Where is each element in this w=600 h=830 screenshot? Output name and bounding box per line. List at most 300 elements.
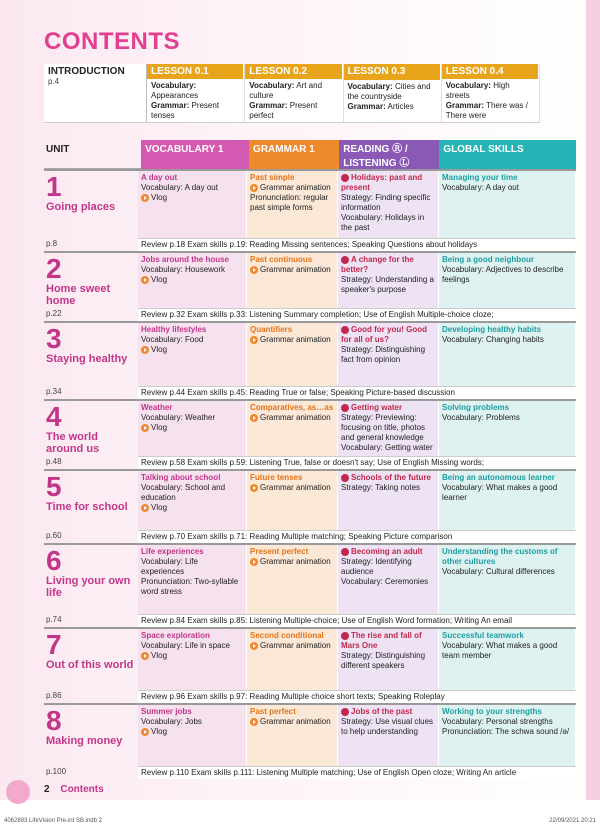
lesson-line-text: Vocabulary: Ceremonies <box>341 577 429 586</box>
unit-cells <box>138 471 576 543</box>
print-slug <box>0 814 600 830</box>
contents-table <box>44 140 576 779</box>
intro-label: INTRODUCTION <box>48 66 125 77</box>
lesson-line <box>141 641 243 651</box>
lesson-title <box>250 173 334 183</box>
lesson-title-text: Solving problems <box>442 403 510 412</box>
lesson-title-text: Life experiences <box>141 547 204 556</box>
lesson-line <box>442 183 572 193</box>
skill-badge-icon <box>341 174 349 182</box>
lesson-line-text: Strategy: Understanding a speaker's purpose <box>341 275 434 294</box>
intro-lesson-4 <box>442 64 540 122</box>
unit-page: p.60 <box>46 531 62 540</box>
line-value: High streets <box>445 81 510 100</box>
lesson-title-text: Becoming an adult <box>351 547 423 556</box>
vocabulary-cell <box>138 629 247 690</box>
unit-row <box>44 469 576 543</box>
lesson-line-text: Vocabulary: Housework <box>141 265 226 274</box>
lesson-line <box>141 577 243 597</box>
lesson-line <box>341 717 435 737</box>
lesson-title <box>250 631 334 641</box>
intro-lesson-body <box>344 80 441 114</box>
lesson-line-text: Grammar animation <box>260 413 331 422</box>
lesson-title <box>250 547 334 557</box>
unit-name: Living your own life <box>46 575 131 599</box>
lesson-title <box>141 473 243 483</box>
unit-lessons <box>138 545 576 614</box>
unit-number: 6 <box>46 545 62 576</box>
unit-row <box>44 703 576 779</box>
reading-cell <box>338 323 439 386</box>
line-key: Grammar: <box>445 101 484 110</box>
lesson-line <box>341 557 435 577</box>
unit-lessons <box>138 401 576 456</box>
play-icon <box>250 266 258 274</box>
lesson-title-text: Good for you! Good for all of us? <box>341 325 427 344</box>
line-value: Present perfect <box>249 101 318 120</box>
lesson-title <box>442 473 572 483</box>
lesson-line-text: Grammar animation <box>260 183 331 192</box>
lesson-line <box>141 423 243 433</box>
unit-page: p.74 <box>46 615 62 624</box>
line-value: There was / There were <box>445 101 528 120</box>
lesson-title-text: Being an autonomous learner <box>442 473 555 482</box>
unit-page: p.86 <box>46 691 62 700</box>
lesson-title-text: Future tenses <box>250 473 303 482</box>
unit-lessons <box>138 705 576 766</box>
intro-lesson-line <box>348 102 437 112</box>
lesson-title-text: Space exploration <box>141 631 210 640</box>
lesson-title-text: Understanding the customs of other cultures <box>442 547 558 566</box>
lesson-title <box>141 707 243 717</box>
unit-cell <box>44 545 138 627</box>
lesson-line <box>250 557 334 567</box>
lesson-title-text: Past perfect <box>250 707 296 716</box>
lesson-title <box>442 707 572 717</box>
unit-number: 2 <box>46 253 62 284</box>
lesson-title <box>341 547 435 557</box>
skill-badge-icon <box>341 708 349 716</box>
intro-lessons <box>147 64 540 122</box>
unit-name: Going places <box>46 201 116 213</box>
skill-badge-icon <box>341 326 349 334</box>
lesson-line <box>141 193 243 203</box>
lesson-line <box>250 413 334 423</box>
lesson-line-text: Vlog <box>151 423 168 432</box>
global-skills-cell <box>439 171 576 238</box>
lesson-line <box>442 641 572 661</box>
lesson-line-text: Grammar animation <box>260 265 331 274</box>
line-key: Vocabulary: <box>347 82 393 91</box>
intro-lesson-body <box>245 79 342 123</box>
lesson-title-text: Schools of the future <box>351 473 431 482</box>
play-icon <box>141 504 149 512</box>
lesson-line-text: Vocabulary: Food <box>141 335 204 344</box>
lesson-line <box>341 443 435 453</box>
lesson-line <box>250 717 334 727</box>
lesson-title-text: A change for the better? <box>341 255 414 274</box>
lesson-line <box>341 577 435 587</box>
unit-row <box>44 543 576 627</box>
lesson-title <box>341 255 435 275</box>
review-line: Review p.32 Exam skills p.33: Listening Summary completion; Use of English Multiple-choice cloze; <box>138 308 576 321</box>
unit-cell <box>44 705 138 779</box>
grammar-cell <box>247 629 338 690</box>
print-slug-right: 22/09/2021 20:21 <box>549 818 596 824</box>
global-skills-cell <box>439 323 576 386</box>
unit-cell <box>44 401 138 469</box>
unit-cell <box>44 323 138 399</box>
reading-cell <box>338 545 439 614</box>
unit-lessons <box>138 171 576 238</box>
lesson-title <box>341 707 435 717</box>
grammar-cell <box>247 471 338 530</box>
lesson-line <box>442 717 572 727</box>
lesson-title <box>250 325 334 335</box>
unit-row <box>44 321 576 399</box>
lesson-line <box>341 193 435 213</box>
lesson-line <box>442 265 572 285</box>
lesson-title <box>250 707 334 717</box>
lesson-line-text: Strategy: Distinguishing fact from opinion <box>341 345 426 364</box>
lesson-line <box>341 413 435 443</box>
line-key: Vocabulary: <box>151 81 197 90</box>
unit-page: p.8 <box>46 239 58 248</box>
unit-number: 1 <box>46 171 62 202</box>
lesson-title-text: Getting water <box>351 403 403 412</box>
play-icon <box>141 346 149 354</box>
lesson-line-text: Grammar animation <box>260 717 331 726</box>
lesson-title <box>341 473 435 483</box>
table-header <box>44 140 576 169</box>
lesson-line-text: Vocabulary: Jobs <box>141 717 202 726</box>
lesson-title <box>141 403 243 413</box>
play-icon <box>250 718 258 726</box>
lesson-line <box>141 413 243 423</box>
lesson-title-text: Present perfect <box>250 547 309 556</box>
lesson-line <box>141 183 243 193</box>
lesson-line-text: Vocabulary: Getting water <box>341 443 433 452</box>
lesson-line-text: Vocabulary: Weather <box>141 413 216 422</box>
lesson-title-text: Talking about school <box>141 473 221 482</box>
lesson-line-text: Vlog <box>151 193 168 202</box>
intro-lesson-line <box>151 81 240 101</box>
lesson-title-text: Managing your time <box>442 173 518 182</box>
unit-number: 5 <box>46 471 62 502</box>
lesson-title <box>250 403 334 413</box>
play-icon <box>250 414 258 422</box>
lesson-line <box>250 483 334 493</box>
grammar-cell <box>247 253 338 308</box>
lesson-line-text: Vlog <box>151 651 168 660</box>
review-line: Review p.58 Exam skills p.59: Listening True, false or doesn't say; Use of English Missing words; <box>138 456 576 469</box>
lesson-title <box>141 631 243 641</box>
grammar-cell <box>247 545 338 614</box>
lesson-line-text: Vocabulary: Adjectives to describe feelings <box>442 265 564 284</box>
lesson-line <box>341 213 435 233</box>
intro-lesson-title: LESSON 0.1 <box>147 64 244 79</box>
lesson-line-text: Vocabulary: Life in space <box>141 641 230 650</box>
lesson-line-text: Vocabulary: Holidays in the past <box>341 213 425 232</box>
lesson-line <box>250 265 334 275</box>
lesson-title-text: Jobs of the past <box>351 707 413 716</box>
reading-cell <box>338 171 439 238</box>
lesson-line-text: Vocabulary: What makes a good team member <box>442 641 558 660</box>
lesson-title <box>341 631 435 651</box>
play-icon <box>141 652 149 660</box>
play-icon <box>250 336 258 344</box>
header-vocabulary: VOCABULARY 1 <box>141 140 249 169</box>
lesson-title-text: Comparatives, as…as <box>250 403 334 412</box>
lesson-title <box>141 173 243 183</box>
line-key: Vocabulary: <box>445 81 491 90</box>
lesson-line <box>250 335 334 345</box>
unit-cells <box>138 705 576 779</box>
line-key: Grammar: <box>249 101 288 110</box>
lesson-title-text: Weather <box>141 403 173 412</box>
lesson-line-text: Strategy: Identifying audience <box>341 557 412 576</box>
lesson-title-text: Past simple <box>250 173 295 182</box>
grammar-cell <box>247 323 338 386</box>
lesson-line-text: Vlog <box>151 503 168 512</box>
intro-lesson-title: LESSON 0.2 <box>245 64 342 79</box>
play-icon <box>141 194 149 202</box>
lesson-line-text: Vocabulary: Changing habits <box>442 335 544 344</box>
lesson-line-text: Strategy: Distinguishing different speakers <box>341 651 426 670</box>
footer-page-number: 2 <box>44 784 50 795</box>
global-skills-cell <box>439 253 576 308</box>
lesson-title <box>141 547 243 557</box>
lesson-line-text: Strategy: Taking notes <box>341 483 421 492</box>
lesson-title-text: Holidays: past and present <box>341 173 423 192</box>
unit-page: p.48 <box>46 457 62 466</box>
lesson-line-text: Vocabulary: Personal strengths <box>442 717 553 726</box>
lesson-title-text: Healthy lifestyles <box>141 325 207 334</box>
line-key: Grammar: <box>151 101 190 110</box>
unit-cells <box>138 253 576 321</box>
lesson-title <box>141 325 243 335</box>
unit-cells <box>138 171 576 251</box>
reading-cell <box>338 471 439 530</box>
lesson-line <box>442 567 572 577</box>
unit-lessons <box>138 323 576 386</box>
lesson-line <box>442 335 572 345</box>
unit-name: The world around us <box>46 431 100 455</box>
lesson-line-text: Grammar animation <box>260 335 331 344</box>
lesson-line <box>341 651 435 671</box>
global-skills-cell <box>439 401 576 456</box>
lesson-title-text: Successful teamwork <box>442 631 524 640</box>
lesson-line <box>141 651 243 661</box>
global-skills-cell <box>439 545 576 614</box>
lesson-title <box>141 255 243 265</box>
header-reading-listening: READING Ⓡ / LISTENING Ⓛ <box>339 140 439 169</box>
vocabulary-cell <box>138 323 247 386</box>
lesson-line-text: Strategy: Finding specific information <box>341 193 431 212</box>
unit-row <box>44 251 576 321</box>
intro-lesson-title: LESSON 0.3 <box>344 64 441 80</box>
lesson-title-text: Working to your strengths <box>442 707 542 716</box>
lesson-title-text: Second conditional <box>250 631 324 640</box>
lesson-title-text: The rise and fall of Mars One <box>341 631 422 650</box>
lesson-line-text: Vocabulary: Life experiences <box>141 557 198 576</box>
lesson-line <box>341 345 435 365</box>
lesson-line-text: Strategy: Previewing: focusing on title, photos and general knowledge <box>341 413 426 442</box>
lesson-line-text: Pronunciation: Two-syllable word stress <box>141 577 239 596</box>
lesson-title <box>442 403 572 413</box>
right-edge-bar <box>586 0 600 800</box>
review-line: Review p.44 Exam skills p.45: Reading True or false; Speaking Picture-based discussion <box>138 386 576 399</box>
intro-lesson-line <box>446 101 535 121</box>
global-skills-cell <box>439 705 576 766</box>
lesson-title <box>442 547 572 567</box>
skill-badge-icon <box>341 548 349 556</box>
lesson-line <box>141 727 243 737</box>
line-value: Art and culture <box>249 81 323 100</box>
lesson-line <box>141 335 243 345</box>
vocabulary-cell <box>138 471 247 530</box>
unit-number: 4 <box>46 401 62 432</box>
intro-lesson-2 <box>245 64 343 122</box>
lesson-title <box>442 255 572 265</box>
vocabulary-cell <box>138 545 247 614</box>
unit-row <box>44 627 576 703</box>
lesson-line <box>341 275 435 295</box>
line-value: Cities and the countryside <box>347 82 431 101</box>
unit-name: Out of this world <box>46 659 134 671</box>
lesson-line-text: Pronunciation: The schwa sound /ə/ <box>442 727 570 736</box>
lesson-line-text: Vocabulary: School and education <box>141 483 226 502</box>
corner-dot <box>6 780 30 804</box>
lesson-title <box>442 325 572 335</box>
lesson-title <box>250 473 334 483</box>
lesson-title <box>341 403 435 413</box>
unit-number: 3 <box>46 323 62 354</box>
unit-row <box>44 169 576 251</box>
lesson-title-text: Jobs around the house <box>141 255 230 264</box>
lesson-line <box>250 193 334 213</box>
global-skills-cell <box>439 629 576 690</box>
intro-lesson-line <box>348 82 437 102</box>
unit-cell <box>44 171 138 251</box>
intro-page: p.4 <box>48 77 60 86</box>
intro-lesson-line <box>249 81 338 101</box>
intro-lesson-1 <box>147 64 245 122</box>
unit-cell <box>44 253 138 321</box>
review-line: Review p.110 Exam skills p.111: Listening Multiple matching; Use of English Open cloze; Writing An article <box>138 766 576 779</box>
lesson-title <box>442 173 572 183</box>
reading-cell <box>338 705 439 766</box>
unit-lessons <box>138 629 576 690</box>
lesson-line <box>141 265 243 275</box>
intro-lesson-line <box>249 101 338 121</box>
unit-cells <box>138 323 576 399</box>
lesson-line-text: Grammar animation <box>260 557 331 566</box>
unit-lessons <box>138 471 576 530</box>
intro-lesson-line <box>151 101 240 121</box>
reading-cell <box>338 629 439 690</box>
header-unit: UNIT <box>44 140 141 169</box>
unit-row <box>44 399 576 469</box>
grammar-cell <box>247 171 338 238</box>
intro-lesson-3 <box>344 64 442 122</box>
lesson-line-text: Vlog <box>151 275 168 284</box>
unit-number: 8 <box>46 705 62 736</box>
lesson-line <box>141 483 243 503</box>
intro-lesson-line <box>446 81 535 101</box>
play-icon <box>141 424 149 432</box>
intro-lesson-title: LESSON 0.4 <box>442 64 539 79</box>
review-line: Review p.96 Exam skills p.97: Reading Multiple choice short texts; Speaking Roleplay <box>138 690 576 703</box>
lesson-line-text: Vocabulary: What makes a good learner <box>442 483 558 502</box>
play-icon <box>250 642 258 650</box>
unit-page: p.34 <box>46 387 62 396</box>
lesson-line <box>141 275 243 285</box>
lesson-line-text: Vocabulary: Cultural differences <box>442 567 555 576</box>
lesson-line-text: Vocabulary: A day out <box>442 183 519 192</box>
lesson-title-text: Past continuous <box>250 255 313 264</box>
vocabulary-cell <box>138 705 247 766</box>
lesson-line <box>250 641 334 651</box>
unit-cells <box>138 629 576 703</box>
line-value: Articles <box>387 102 414 111</box>
lesson-line <box>141 557 243 577</box>
lesson-line-text: Pronunciation: regular past simple forms <box>250 193 329 212</box>
lesson-title-text: Being a good neighbour <box>442 255 534 264</box>
lesson-line <box>442 413 572 423</box>
lesson-title <box>341 173 435 193</box>
grammar-cell <box>247 401 338 456</box>
lesson-title-text: Quantifiers <box>250 325 293 334</box>
unit-cell <box>44 471 138 543</box>
lesson-line-text: Strategy: Use visual clues to help understanding <box>341 717 434 736</box>
lesson-line <box>442 727 572 737</box>
line-value: Present tenses <box>151 101 220 120</box>
play-icon <box>250 484 258 492</box>
unit-page: p.100 <box>46 767 67 776</box>
skill-badge-icon <box>341 474 349 482</box>
reading-cell <box>338 401 439 456</box>
lesson-line-text: Vlog <box>151 727 168 736</box>
page-title: CONTENTS <box>44 28 180 55</box>
play-icon <box>250 184 258 192</box>
review-line: Review p.84 Exam skills p.85: Listening Multiple-choice; Use of English Word formation; Writing An email <box>138 614 576 627</box>
print-slug-left: 4062893 LifeVision Pre-int SB.indb 2 <box>4 818 102 824</box>
lesson-line-text: Grammar animation <box>260 641 331 650</box>
intro-label-cell <box>44 64 147 122</box>
line-key: Vocabulary: <box>249 81 295 90</box>
lesson-title <box>250 255 334 265</box>
page-footer <box>44 784 104 795</box>
unit-page: p.22 <box>46 309 62 318</box>
vocabulary-cell <box>138 253 247 308</box>
grammar-cell <box>247 705 338 766</box>
unit-rows <box>44 169 576 779</box>
play-icon <box>141 728 149 736</box>
lesson-line <box>250 183 334 193</box>
unit-lessons <box>138 253 576 308</box>
lesson-line-text: Vocabulary: A day out <box>141 183 218 192</box>
unit-cells <box>138 401 576 469</box>
lesson-line <box>141 345 243 355</box>
lesson-line <box>341 483 435 493</box>
play-icon <box>250 558 258 566</box>
lesson-line-text: Vlog <box>151 345 168 354</box>
unit-number: 7 <box>46 629 62 660</box>
lesson-line <box>141 503 243 513</box>
skill-badge-icon <box>341 632 349 640</box>
unit-cells <box>138 545 576 627</box>
